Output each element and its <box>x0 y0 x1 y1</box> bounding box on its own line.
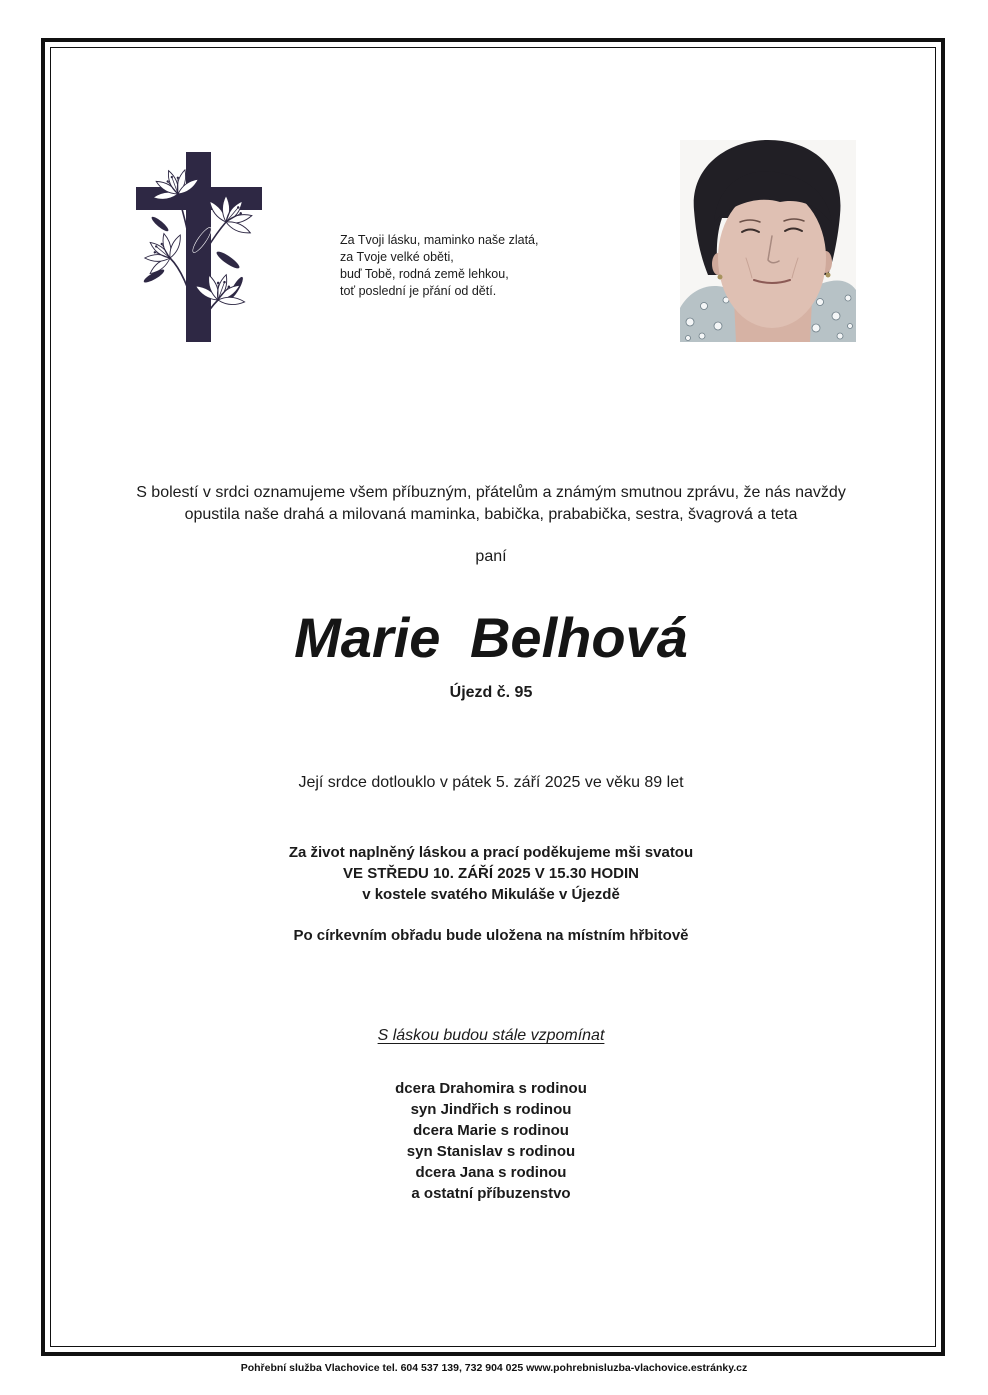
mourner-item: dcera Marie s rodinou <box>413 1122 569 1139</box>
left-earring <box>718 275 723 280</box>
right-earring <box>826 273 831 278</box>
poem <box>340 232 538 300</box>
mourner-item: syn Stanislav s rodinou <box>406 1143 576 1160</box>
announcement-text <box>39 482 943 526</box>
mourner-item: a ostatní příbuzenstvo <box>411 1185 571 1202</box>
poem-line: Za Tvoji lásku, maminko naše zlatá, <box>340 233 539 247</box>
mourner-item: dcera Drahomira s rodinou <box>395 1080 587 1097</box>
deceased-name: Marie Belhová <box>294 606 688 669</box>
deceased-address: Újezd č. 95 <box>449 684 533 701</box>
poem-line: buď Tobě, rodná země lehkou, <box>340 267 509 281</box>
footer-funeral-service: Pohřební služba Vlachovice tel. 604 537 139, 732 904 025 www.pohrebnisluzba-vlachovice.estránky.cz <box>240 1362 748 1374</box>
ceremony-line: VE STŘEDU 10. ZÁŘÍ 2025 V 15.30 HODIN <box>343 865 639 882</box>
face <box>718 188 826 328</box>
death-notice: Její srdce dotlouklo v pátek 5. září 2025 ve věku 89 let <box>298 774 684 791</box>
announcement-line: opustila naše drahá a milovaná maminka, babička, prababička, sestra, švagrová a teta <box>184 506 798 523</box>
remembrance-heading <box>39 1025 943 1047</box>
ceremony-block <box>39 842 943 905</box>
mourner-item: syn Jindřich s rodinou <box>410 1101 572 1118</box>
poem-line: toť poslední je přání od dětí. <box>340 284 497 298</box>
ceremony-line: Za život naplněný láskou a prací poděkujeme mši svatou <box>288 844 694 861</box>
mourner-item: dcera Jana s rodinou <box>415 1164 567 1181</box>
announcement-line: S bolestí v srdci oznamujeme všem příbuzným, přátelům a známým smutnou zprávu, že nás navždy <box>136 484 846 501</box>
cross-with-lilies-icon <box>130 148 270 348</box>
remembrance-heading-text: S láskou budou stále vzpomínat <box>377 1027 605 1044</box>
ceremony-line: v kostele svatého Mikuláše v Újezdě <box>362 886 620 903</box>
title-prefix: paní <box>475 548 507 565</box>
burial-notice: Po církevním obřadu bude uložena na místním hřbitově <box>293 927 689 944</box>
mourners-list <box>39 1078 943 1204</box>
poem-line: za Tvoje velké oběti, <box>340 250 454 264</box>
portrait-photo <box>680 140 856 342</box>
